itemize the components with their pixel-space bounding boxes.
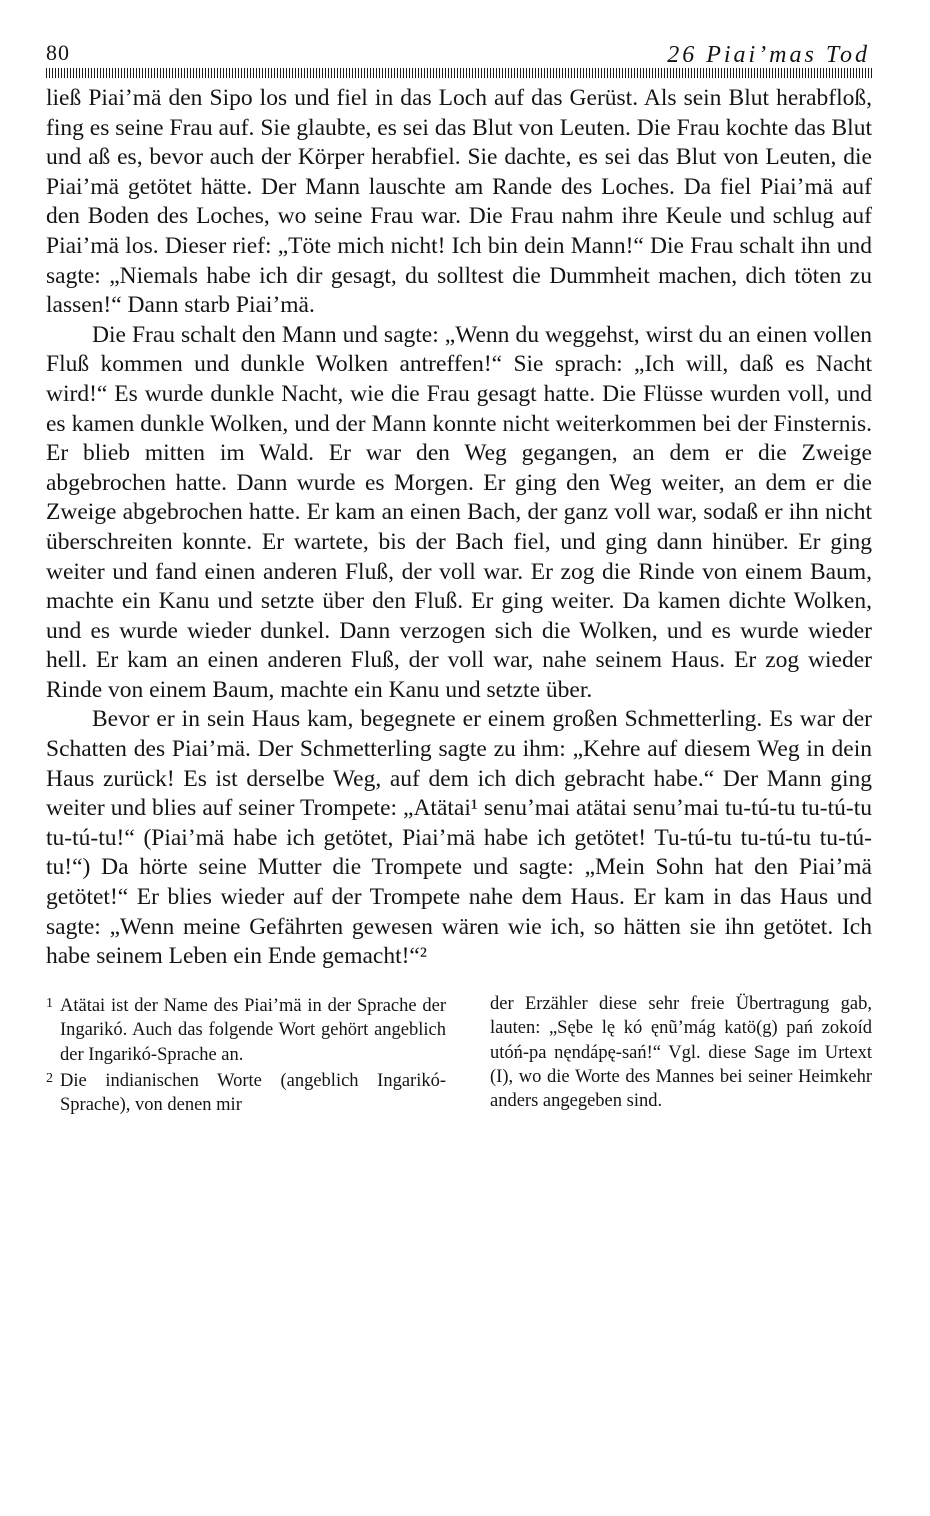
footnote-column-right [490,992,872,1118]
footnote-text: Die indianischen Worte (angeblich Ingarikó-Sprache), von denen mir [60,1071,446,1116]
footnote-1 [46,992,446,1067]
page-header [46,36,872,66]
footnotes [46,992,872,1118]
running-title: 26 Piai’mas Tod [667,42,870,68]
footnote-column-left [46,992,446,1118]
header-rule [46,68,872,78]
footnote-marker: 2 [46,1071,53,1087]
paragraph: Bevor er in sein Haus kam, begegnete er einem großen Schmetterling. Es war der Schatten des Piai’mä. Der Schmetterling sagte zu ihm: „Kehre auf diesem Weg in dein Haus zurück! Es ist derselbe Weg, auf dem ich dich gebracht habe.“ Der Mann ging weiter und blies auf seiner Trompete: „Atätai¹ senu’mai atätai senu’mai tu-tú-tu tu-tú-tu tu-tú-tu!“ (Piai’mä habe ich getötet, Piai’mä habe ich getötet! Tu-tú-tu tu-tú-tu tu-tú-tu!“) Da hörte seine Mutter die Trompete und sagte: „Mein Sohn hat den Piai’mä getötet!“ Er blies wieder auf der Trompete nahe dem Haus. Er kam in das Haus und sagte: „Wenn meine Gefährten gewesen wären wie ich, so hätten sie ihn getötet. Ich habe seinem Leben ein Ende gemacht!“² [46,706,872,970]
paragraph: Die Frau schalt den Mann und sagte: „Wenn du weggehst, wirst du an einen vollen Fluß kommen und dunkle Wolken antreffen!“ Sie sprach: „Ich will, daß es Nacht wird!“ Es wurde dunkle Nacht, wie die Frau gesagt hatte. Die Flüsse wurden voll, und es kamen dunkle Wolken, und der Mann konnte nicht weiterkommen bei der Finsternis. Er blieb mitten im Wald. Er war den Weg gegangen, an dem er die Zweige abgebrochen hatte. Dann wurde es Morgen. Er ging den Weg weiter, an dem er die Zweige abgebrochen hatte. Er kam an einen Bach, der ganz voll war, sodaß er ihn nicht überschreiten konnte. Er wartete, bis der Bach fiel, und ging dann hinüber. Er ging weiter und fand einen anderen Fluß, der voll war. Er zog die Rinde von einem Baum, machte ein Kanu und setzte über den Fluß. Er ging weiter. Da kamen dichte Wolken, und es wurde wieder dunkel. Dann verzogen sich die Wolken, und es wurde wieder hell. Er kam an einen anderen Fluß, der voll war, nahe seinem Haus. Er zog wieder Rinde von einem Baum, machte ein Kanu und setzte über. [46,321,872,703]
footnote-marker: 1 [46,995,53,1011]
book-page [46,36,872,1118]
footnote-2 [46,1067,446,1118]
footnote-text: Atätai ist der Name des Piai’mä in der Sprache der Ingarikó. Auch das folgende Wort gehört angeblich der Ingarikó-Sprache an. [60,995,446,1065]
footnote-2-continuation: der Erzähler diese sehr freie Übertragung gab, lauten: „Sębe lę kó ęnũ’mág katö(g) pań zokoíd utóń-pa nęndápę-sań!“ Vgl. diese Sage im Urtext (I), wo die Worte des Mannes bei seiner Heimkehr anders angegeben sind. [490,993,872,1112]
paragraph: ließ Piai’mä den Sipo los und fiel in das Loch auf das Gerüst. Als sein Blut herabfloß, fing es seine Frau auf. Sie glaubte, es sei das Blut von Leuten. Die Frau kochte das Blut und aß es, bevor auch der Körper herabfiel. Sie dachte, es sei das Blut von Leuten, die Piai’mä getötet hätte. Der Mann lauschte am Rande des Loches. Da fiel Piai’mä auf den Boden des Loches, wo seine Frau war. Die Frau nahm ihre Keule und schlug auf Piai’mä los. Dieser rief: „Töte mich nicht! Ich bin dein Mann!“ Die Frau schalt ihn und sagte: „Niemals habe ich dir gesagt, du solltest die Dummheit machen, dich töten zu lassen!“ Dann starb Piai’mä. [46,85,872,319]
page-number: 80 [46,40,70,65]
main-text [46,84,872,972]
